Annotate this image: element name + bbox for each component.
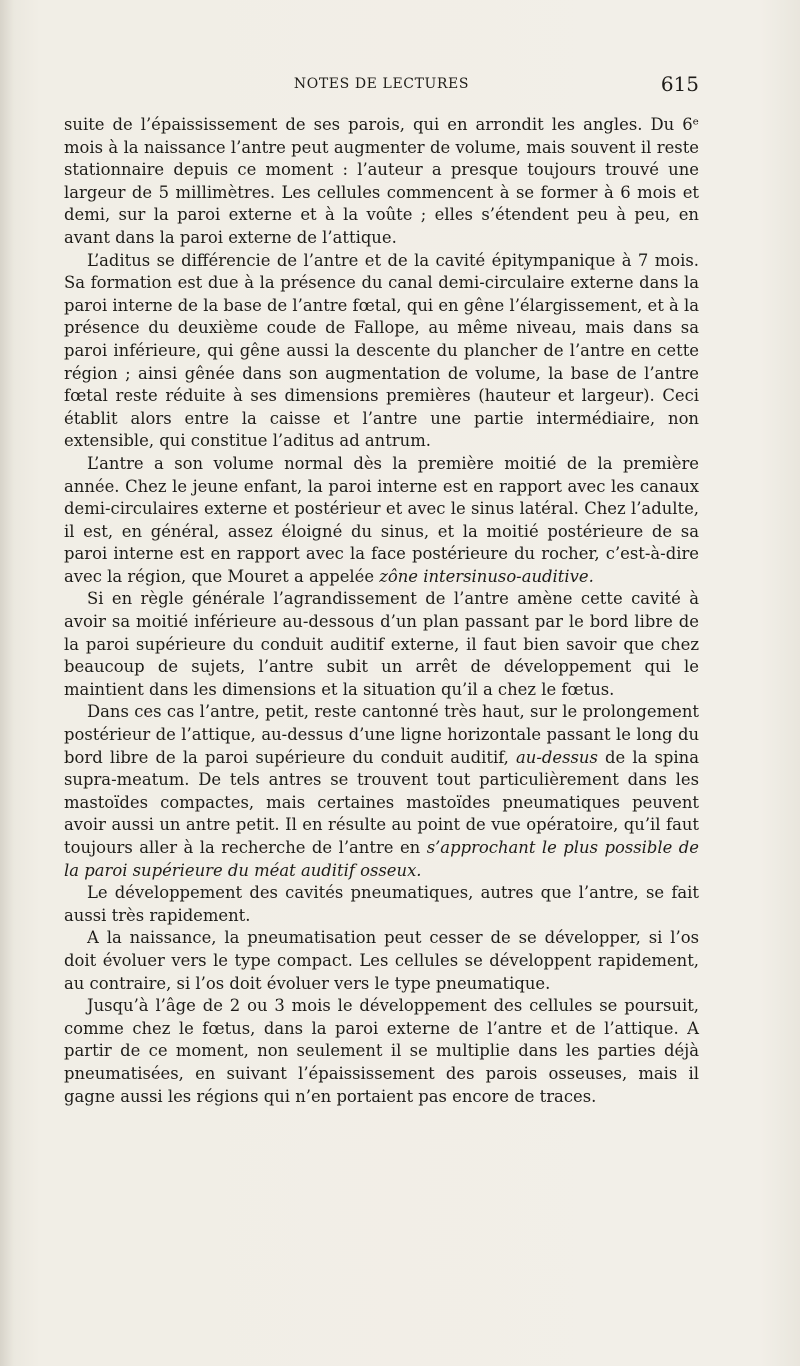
- paragraph: [64, 927, 699, 995]
- paragraph: [64, 114, 699, 250]
- paragraph: [64, 588, 699, 701]
- italic-text-run: au-dessus: [516, 747, 598, 767]
- paragraph: [64, 250, 699, 453]
- text-run: Jusqu’à l’âge de 2 ou 3 mois le développement des cellules se poursuit, comme chez le fœtus, dans la paroi externe de l’antre et de l’attique. A partir de ce moment, non seulement il se multiplie dans les parties déjà pneumatisées, en suivant l’épaississement des parois osseuses, mais il gagne aussi les régions qui n’en portaient pas encore de traces.: [64, 996, 699, 1106]
- text-run: de la spina supra-meatum. De tels antres se trouvent tout particulièrement dans les mastoïdes compactes, mais certaines mastoïdes pneumatiques peuvent avoir aussi un antre petit. Il en résulte au point de vue opératoire, qu’il faut toujours aller à la recherche de l’antre en: [64, 747, 699, 857]
- page-header: [64, 72, 699, 102]
- paragraph: [64, 701, 699, 882]
- text-run: L’antre a son volume normal dès la première moitié de la première année. Chez le jeune enfant, la paroi interne est en rapport avec les canaux demi-circulaires externe et postérieur et avec le sinus latéral. Chez l’adulte, il est, en général, assez éloigné du sinus, et la moitié postérieure de sa paroi interne est en rapport avec la face postérieure du rocher, c’est-à-dire avec la région, que Mouret a appelée: [64, 453, 699, 586]
- italic-text-run: s’approchant le plus possible de la paroi supérieure du méat auditif osseux.: [64, 838, 699, 880]
- text-run: A la naissance, la pneumatisation peut cesser de se développer, si l’os doit évoluer vers le type compact. Les cellules se développent rapidement, au contraire, si l’os doit évoluer vers le type pneumatique.: [64, 928, 699, 993]
- page-number: 615: [660, 72, 699, 96]
- article-body: [64, 114, 699, 1108]
- paragraph: [64, 882, 699, 927]
- paragraph: [64, 995, 699, 1108]
- text-run: suite de l’épaississement de ses parois, qui en arrondit les angles. Du 6ᵉ mois à la naissance l’antre peut augmenter de volume, mais souvent il reste stationnaire depuis ce moment : l’auteur a presque toujours trouvé une largeur de 5 millimètres. Les cellules commencent à se former à 6 mois et demi, sur la paroi externe et à la voûte ; elles s’étendent peu à peu, en avant dans la paroi externe de l’attique.: [64, 115, 699, 247]
- running-title: NOTES DE LECTURES: [293, 76, 470, 92]
- text-run: Le développement des cavités pneumatiques, autres que l’antre, se fait aussi très rapidement.: [64, 883, 699, 925]
- italic-text-run: zône intersinuso-auditive.: [379, 566, 594, 586]
- paragraph: [64, 453, 699, 589]
- text-run: Si en règle générale l’agrandissement de l’antre amène cette cavité à avoir sa moitié inférieure au-dessous d’un plan passant par le bord libre de la paroi supérieure du conduit auditif externe, il faut bien savoir que chez beaucoup de sujets, l’antre subit un arrêt de développement qui le maintient dans les dimensions et la situation qu’il a chez le fœtus.: [64, 589, 699, 699]
- text-run: Dans ces cas l’antre, petit, reste cantonné très haut, sur le prolongement postérieur de l’attique, au-dessus d’une ligne horizontale passant le long du bord libre de la paroi supérieure du conduit auditif,: [64, 702, 699, 767]
- text-run: L’aditus se différencie de l’antre et de la cavité épitympanique à 7 mois. Sa formation est due à la présence du canal demi-circulaire externe dans la paroi interne de la base de l’antre fœtal, qui en gêne l’élargissement, et à la présence du deuxième coude de Fallope, au même niveau, mais dans sa paroi inférieure, qui gêne aussi la descente du plancher de l’antre en cette région ; ainsi gênée dans son augmentation de volume, la base de l’antre fœtal reste réduite à ses dimensions premières (hauteur et largeur). Ceci établit alors entre la caisse et l’antre une partie intermédiaire, non extensible, qui constitue l’aditus ad antrum.: [64, 250, 700, 451]
